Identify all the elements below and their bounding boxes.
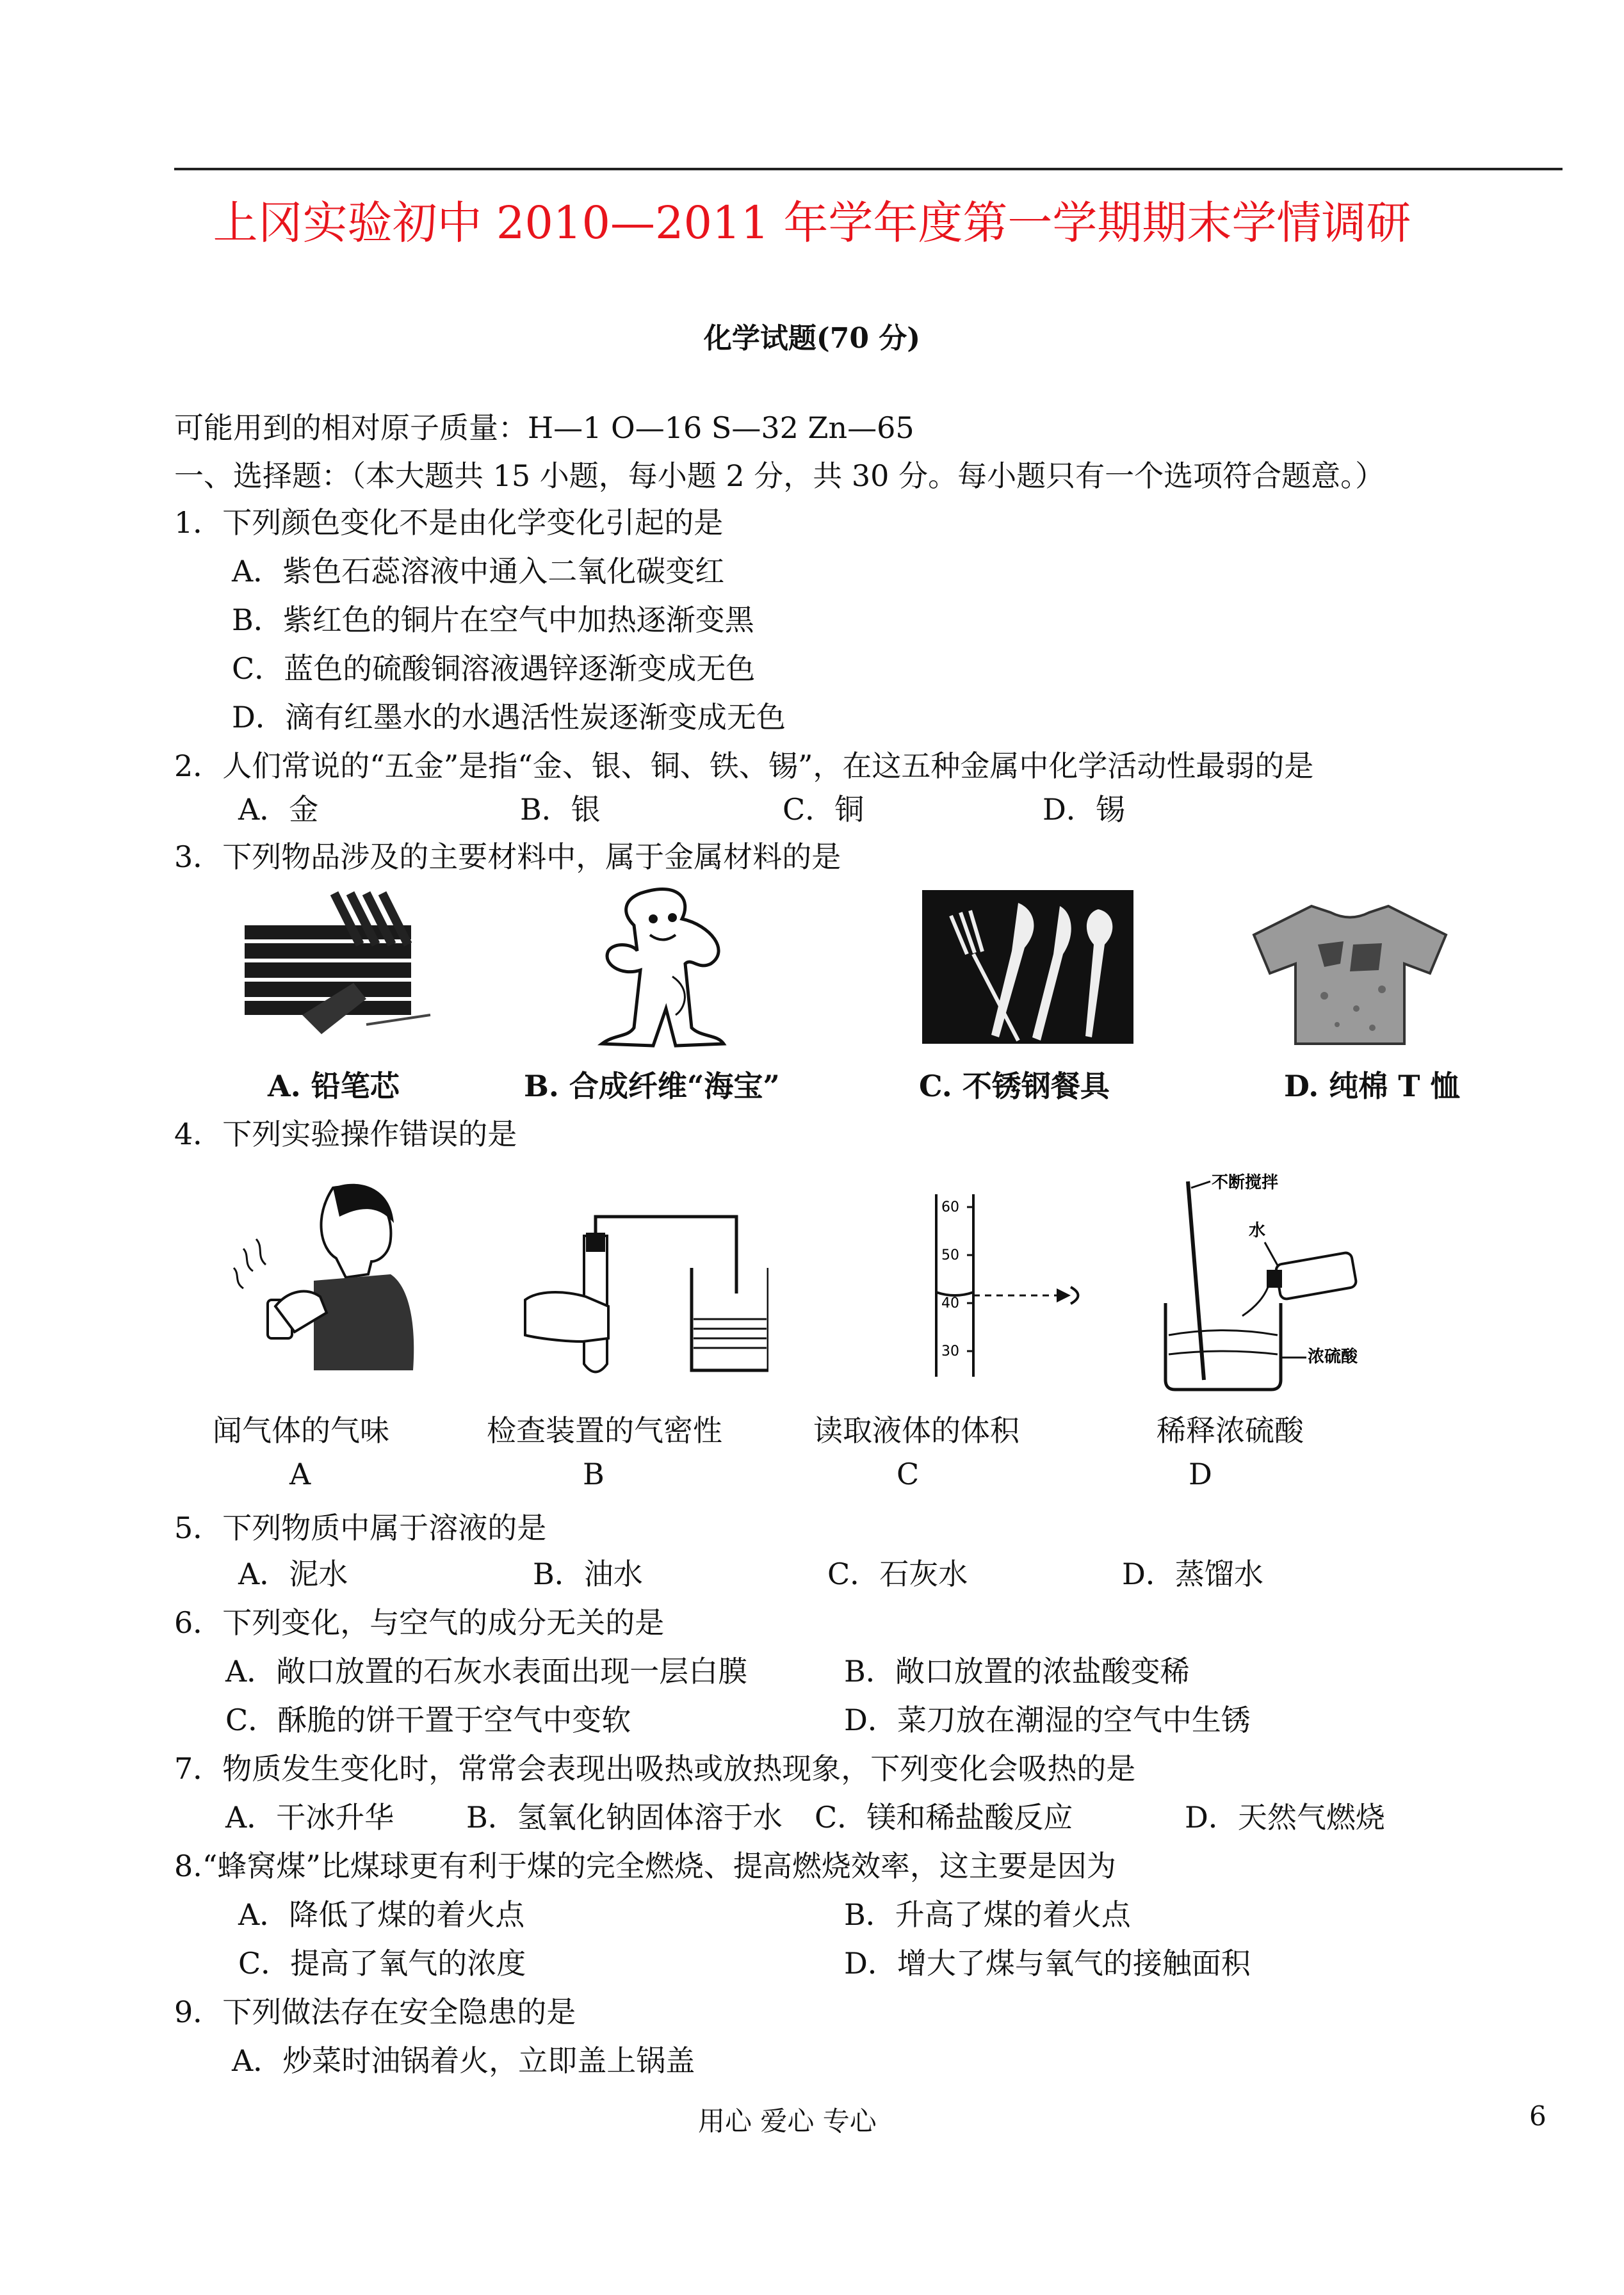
q6-option-b: B．敞口放置的浓盐酸变稀 xyxy=(844,1654,1190,1689)
q7-option-a: A．干冰升华 xyxy=(225,1800,394,1835)
q6-option-a: A．敞口放置的石灰水表面出现一层白膜 xyxy=(225,1654,748,1689)
q2-option-b: B．银 xyxy=(520,792,601,827)
cylinder-tick-60: 60 xyxy=(941,1199,959,1215)
q4-letter-a: A xyxy=(289,1457,311,1491)
q1-option-b: B．紫红色的铜片在空气中加热逐渐变黑 xyxy=(232,603,754,637)
q1-option-c: C．蓝色的硫酸铜溶液遇锌逐渐变成无色 xyxy=(232,651,756,686)
q6-stem: 6．下列变化，与空气的成分无关的是 xyxy=(174,1605,665,1640)
pencil-lead-image xyxy=(238,887,437,1047)
atomic-masses: 可能用到的相对原子质量：H—1 O—16 S—32 Zn—65 xyxy=(174,410,914,445)
q7-stem: 7．物质发生变化时，常常会表现出吸热或放热现象，下列变化会吸热的是 xyxy=(174,1751,1136,1786)
q4-caption-c: 读取液体的体积 xyxy=(813,1413,1019,1448)
q5-option-a: A．泥水 xyxy=(238,1557,348,1591)
q4-letter-d: D xyxy=(1189,1457,1212,1491)
airtightness-image xyxy=(512,1210,768,1390)
q2-stem: 2．人们常说的“五金”是指“金、银、铜、铁、锡”，在这五种金属中化学活动性最弱的是 xyxy=(174,749,1314,783)
q3-caption-b: B. 合成纤维“海宝” xyxy=(524,1069,780,1103)
q5-option-c: C．石灰水 xyxy=(827,1557,968,1591)
label-sulfuric-acid: 浓硫酸 xyxy=(1308,1347,1358,1366)
q8-option-b: B．升高了煤的着火点 xyxy=(844,1897,1131,1932)
haibao-image xyxy=(564,880,781,1053)
q4-caption-a: 闻气体的气味 xyxy=(213,1413,389,1448)
q4-stem: 4．下列实验操作错误的是 xyxy=(174,1117,517,1151)
q2-option-c: C．铜 xyxy=(783,792,865,827)
q4-letter-b: B xyxy=(583,1457,605,1491)
section-heading: 一、选择题：（本大题共 15 小题，每小题 2 分，共 30 分。每小题只有一个选项符合题意。） xyxy=(174,458,1385,493)
footer-motto: 用心 爱心 专心 xyxy=(698,2105,877,2137)
q3-stem: 3．下列物品涉及的主要材料中，属于金属材料的是 xyxy=(174,839,841,874)
q8-option-c: C．提高了氧气的浓度 xyxy=(238,1946,526,1981)
q6-option-d: D．菜刀放在潮湿的空气中生锈 xyxy=(844,1703,1251,1737)
q4-caption-b: 检查装置的气密性 xyxy=(487,1413,722,1448)
q5-stem: 5．下列物质中属于溶液的是 xyxy=(174,1511,547,1545)
q3-caption-a: A. 铅笔芯 xyxy=(268,1069,400,1103)
q8-stem: 8.“蜂窝煤”比煤球更有利于煤的完全燃烧、提高燃烧效率，这主要是因为 xyxy=(174,1849,1116,1883)
q3-caption-c: C. 不锈钢餐具 xyxy=(919,1069,1110,1103)
header-rule xyxy=(174,168,1563,170)
label-water: 水 xyxy=(1249,1221,1266,1240)
q7-option-c: C．镁和稀盐酸反应 xyxy=(815,1800,1073,1835)
q5-option-d: D．蒸馏水 xyxy=(1122,1557,1263,1591)
cylinder-reading-image xyxy=(877,1191,1089,1383)
exam-title: 上冈实验初中 2010—2011 年学年度第一学期期末学情调研 xyxy=(213,197,1411,249)
q5-option-b: B．油水 xyxy=(533,1557,643,1591)
smell-gas-image xyxy=(218,1178,429,1377)
q1-stem: 1．下列颜色变化不是由化学变化引起的是 xyxy=(174,505,724,540)
q4-caption-d: 稀释浓硫酸 xyxy=(1157,1413,1304,1448)
cylinder-tick-40: 40 xyxy=(941,1295,959,1311)
cylinder-tick-50: 50 xyxy=(941,1247,959,1263)
exam-subtitle: 化学试题(70 分) xyxy=(703,322,921,355)
tshirt-image xyxy=(1247,900,1452,1047)
q4-letter-c: C xyxy=(897,1457,920,1491)
q9-option-a: A．炒菜时油锅着火，立即盖上锅盖 xyxy=(232,2043,695,2078)
q7-option-b: B．氢氧化钠固体溶于水 xyxy=(466,1800,783,1835)
q1-option-a: A．紫色石蕊溶液中通入二氧化碳变红 xyxy=(232,554,725,588)
page-number: 6 xyxy=(1529,2100,1547,2132)
q1-option-d: D．滴有红墨水的水遇活性炭逐渐变成无色 xyxy=(232,700,786,734)
q8-option-a: A．降低了煤的着火点 xyxy=(238,1897,525,1932)
q7-option-d: D．天然气燃烧 xyxy=(1185,1800,1385,1835)
q3-caption-d: D. 纯棉 T 恤 xyxy=(1284,1069,1460,1103)
q9-stem: 9．下列做法存在安全隐患的是 xyxy=(174,1995,576,2029)
cylinder-tick-30: 30 xyxy=(941,1343,959,1359)
dilute-acid-image xyxy=(1153,1169,1422,1399)
q6-option-c: C．酥脆的饼干置于空气中变软 xyxy=(225,1703,631,1737)
q2-option-d: D．锡 xyxy=(1043,792,1125,827)
q8-option-d: D．增大了煤与氧气的接触面积 xyxy=(844,1946,1251,1981)
cutlery-image xyxy=(922,890,1133,1044)
q2-option-a: A．金 xyxy=(238,792,319,827)
label-stirring: 不断搅拌 xyxy=(1212,1173,1279,1192)
